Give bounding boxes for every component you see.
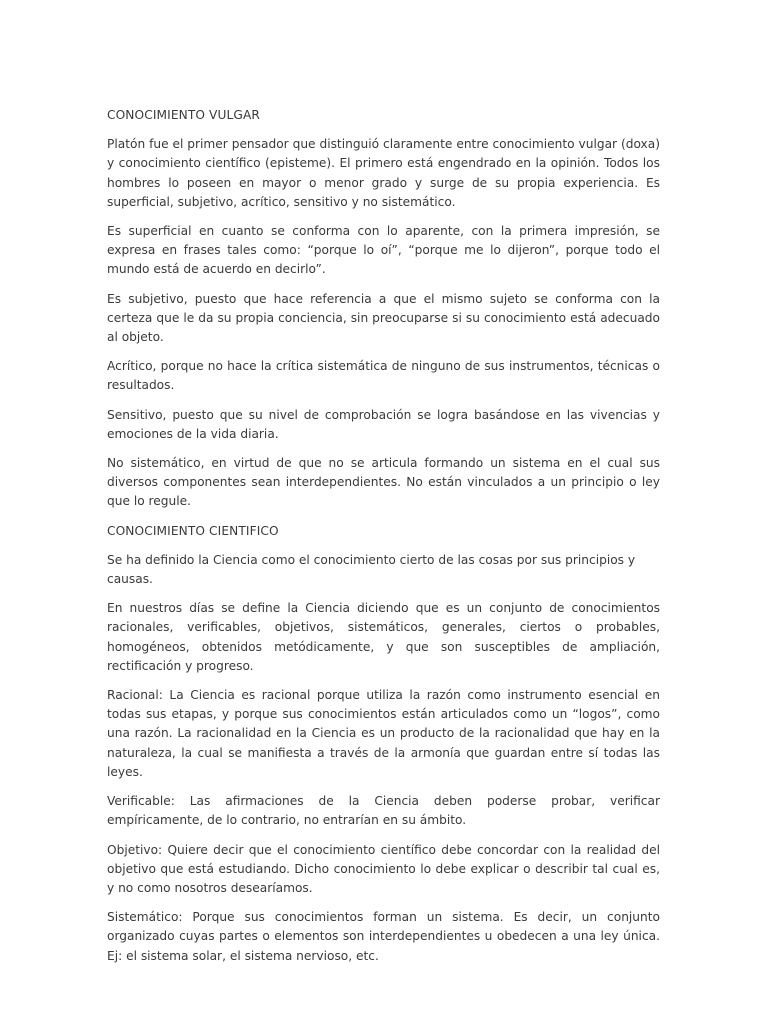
paragraph-sistematico: Sistemático: Porque sus conocimientos forman un sistema. Es decir, un conjunto organizado cuyas partes o elementos son interdependientes u obedecen a una ley única. Ej: el sistema solar, el sistema nervioso, etc. — [107, 910, 660, 963]
paragraph-sensitivo: Sensitivo, puesto que su nivel de comprobación se logra basándose en las vivencias y emociones de la vida diaria. — [107, 407, 660, 441]
paragraph-subjetivo: Es subjetivo, puesto que hace referencia a que el mismo sujeto se conforma con la certeza que le da su propia conciencia, sin preocuparse si su conocimiento está adecuado al objeto. — [107, 291, 660, 345]
paragraph-acritico: Acrítico, porque no hace la crítica sistemática de ninguno de sus instrumentos, técnicas o resultados. — [107, 359, 660, 393]
section-heading-cientifico: CONOCIMIENTO CIENTIFICO — [107, 523, 279, 538]
paragraph-superficial: Es superficial en cuanto se conforma con lo aparente, con la primera impresión, se expresa en frases tales como: “porque lo oí”, “porque me lo dijeron”, porque todo el mundo está de acuerdo en decirlo”. — [107, 224, 660, 277]
paragraph-objetivo: Objetivo: Quiere decir que el conocimiento científico debe concordar con la realidad del objetivo que está estudiando. Dicho conocimiento lo debe explicar o describir tal cual es, y no como nosotros desearíamos. — [107, 842, 660, 895]
paragraph-platon: Platón fue el primer pensador que distinguió claramente entre conocimiento vulgar (doxa) y conocimiento científico (episteme). El primero está engendrado en la opinión. Todos los hombres lo poseen en mayor o menor grado y surge de su propia experiencia. Es superficial, subjetivo, acrítico, sensitivo y no sistemático. — [107, 137, 660, 209]
paragraph-racional: Racional: La Ciencia es racional porque utiliza la razón como instrumento esencial en todas sus etapas, y porque sus conocimientos están articulados como un “logos”, como una razón. La racionalidad en la Ciencia es un producto de la racionalidad que hay en la naturaleza, la cual se manifiesta a través de la armonía que guardan entre sí todas las leyes. — [107, 688, 660, 779]
paragraph-no-sistematico: No sistemático, en virtud de que no se articula formando un sistema en el cual sus diversos componentes sean interdependientes. No están vinculados a un principio o ley que lo regule. — [107, 456, 660, 509]
paragraph-definicion: Se ha definido la Ciencia como el conocimiento cierto de las cosas por sus principios y causas. — [107, 552, 636, 587]
paragraph-verificable: Verificable: Las afirmaciones de la Ciencia deben poderse probar, verificar empíricamente, de lo contrario, no entrarían en su ámbito. — [107, 794, 660, 828]
paragraph-nuestros-dias: En nuestros días se define la Ciencia diciendo que es un conjunto de conocimientos racionales, verificables, objetivos, sistemáticos, generales, ciertos o probables, homogéneos, obtenidos metódicamente, y que son susceptibles de ampliación, rectificación y progreso. — [107, 601, 660, 673]
document-body — [107, 106, 660, 976]
section-heading-vulgar: CONOCIMIENTO VULGAR — [107, 108, 260, 122]
